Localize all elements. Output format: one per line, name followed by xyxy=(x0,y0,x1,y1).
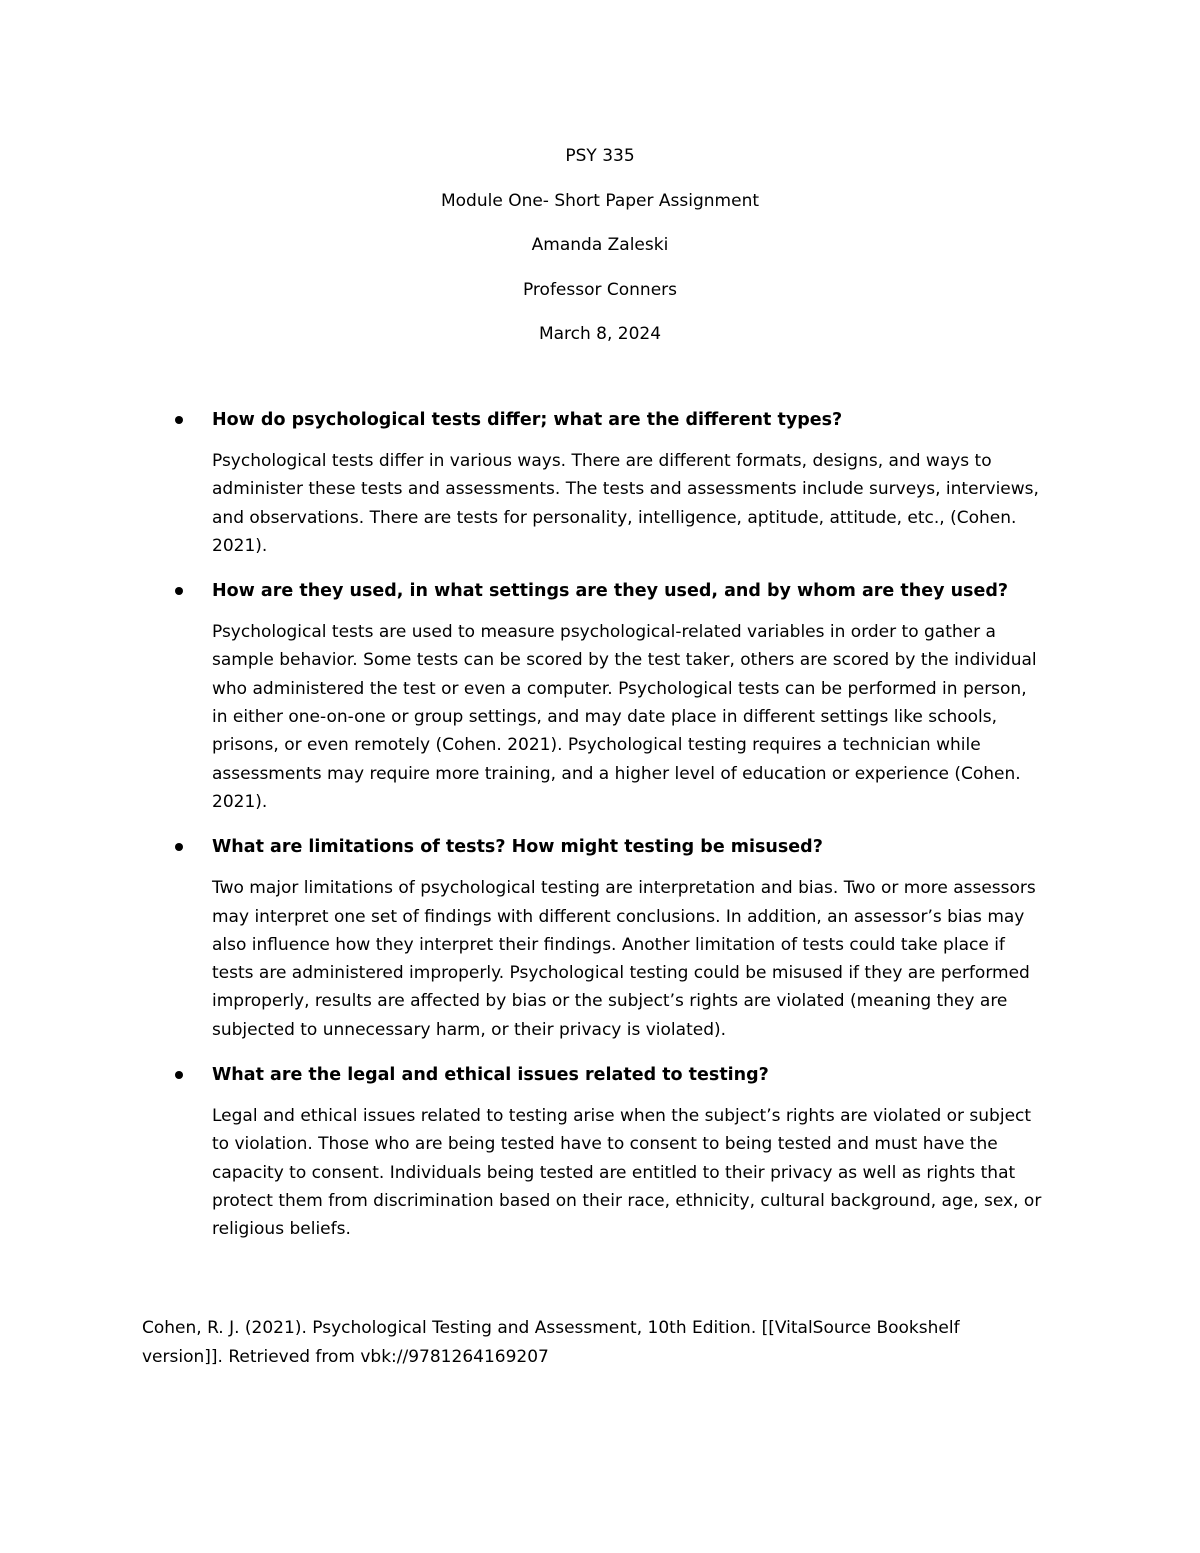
assignment-title: Module One- Short Paper Assignment xyxy=(440,190,760,211)
answer-line: may interpret one set of findings with different conclusions. In addition, an assessor’s bias may xyxy=(212,906,1025,927)
answer-line: improperly, results are affected by bias or the subject’s rights are violated (meaning they are xyxy=(212,991,1008,1012)
question-list xyxy=(0,403,1200,1258)
bullet-icon xyxy=(175,1071,183,1079)
question-item xyxy=(0,403,1200,560)
reference-line: version]]. Retrieved from vbk://9781264169207 xyxy=(142,1347,549,1367)
answer-paragraph xyxy=(212,874,1072,1044)
answer-line: who administered the test or even a computer. Psychological tests can be performed in person, xyxy=(212,678,1027,699)
reference-line: Cohen, R. J. (2021). Psychological Testing and Assessment, 10th Edition. [[VitalSource Bookshelf xyxy=(142,1318,960,1338)
title-block xyxy=(0,140,1200,363)
author-name: Amanda Zaleski xyxy=(531,235,669,255)
answer-line: prisons, or even remotely (Cohen. 2021). Psychological testing requires a technician while xyxy=(212,735,981,756)
answer-line: also influence how they interpret their findings. Another limitation of tests could take place if xyxy=(212,934,1005,955)
answer-line: Legal and ethical issues related to testing arise when the subject’s rights are violated or subject xyxy=(212,1106,1032,1127)
answer-line: 2021). xyxy=(212,535,268,556)
answer-line: Two major limitations of psychological testing are interpretation and bias. Two or more assessors xyxy=(212,878,1036,899)
answer-line: 2021). xyxy=(212,791,268,812)
answer-line: Psychological tests differ in various ways. There are different formats, designs, and ways to xyxy=(212,451,992,471)
question-item xyxy=(0,830,1200,1044)
answer-line: to violation. Those who are being tested have to consent to being tested and must have the xyxy=(212,1134,998,1155)
answer-paragraph xyxy=(212,447,1072,560)
answer-line: in either one-on-one or group settings, and may date place in different settings like schools, xyxy=(212,707,998,728)
answer-paragraph xyxy=(212,618,1072,816)
answer-line: subjected to unnecessary harm, or their privacy is violated). xyxy=(212,1019,727,1040)
answer-line: assessments may require more training, and a higher level of education or experience (Cohen. xyxy=(212,763,1021,784)
question-item xyxy=(0,1058,1200,1243)
question-heading: How do psychological tests differ; what are the different types? xyxy=(212,410,843,430)
answer-line: capacity to consent. Individuals being tested are entitled to their privacy as well as rights that xyxy=(212,1162,1016,1183)
bullet-icon xyxy=(175,843,183,851)
answer-line: and observations. There are tests for personality, intelligence, aptitude, attitude, etc., (Cohen. xyxy=(212,507,1017,528)
submission-date: March 8, 2024 xyxy=(538,324,662,344)
answer-line: protect them from discrimination based on their race, ethnicity, cultural background, age, sex, or xyxy=(212,1190,1042,1211)
professor-name: Professor Conners xyxy=(522,279,678,300)
bullet-icon xyxy=(175,587,183,595)
answer-line: Psychological tests are used to measure psychological-related variables in order to gather a xyxy=(212,622,996,643)
answer-paragraph xyxy=(212,1102,1072,1243)
course-code: PSY 335 xyxy=(565,146,635,166)
answer-line: sample behavior. Some tests can be scored by the test taker, others are scored by the individual xyxy=(212,650,1037,671)
question-heading: What are the legal and ethical issues related to testing? xyxy=(212,1065,769,1086)
answer-line: administer these tests and assessments. The tests and assessments include surveys, interviews, xyxy=(212,479,1039,500)
reference-citation xyxy=(142,1314,1082,1372)
answer-line: religious beliefs. xyxy=(212,1219,351,1240)
question-heading: How are they used, in what settings are they used, and by whom are they used? xyxy=(212,581,1008,602)
question-heading: What are limitations of tests? How might testing be misused? xyxy=(212,837,823,858)
bullet-icon xyxy=(175,416,183,424)
question-item xyxy=(0,574,1200,816)
answer-line: tests are administered improperly. Psychological testing could be misused if they are performed xyxy=(212,963,1030,984)
